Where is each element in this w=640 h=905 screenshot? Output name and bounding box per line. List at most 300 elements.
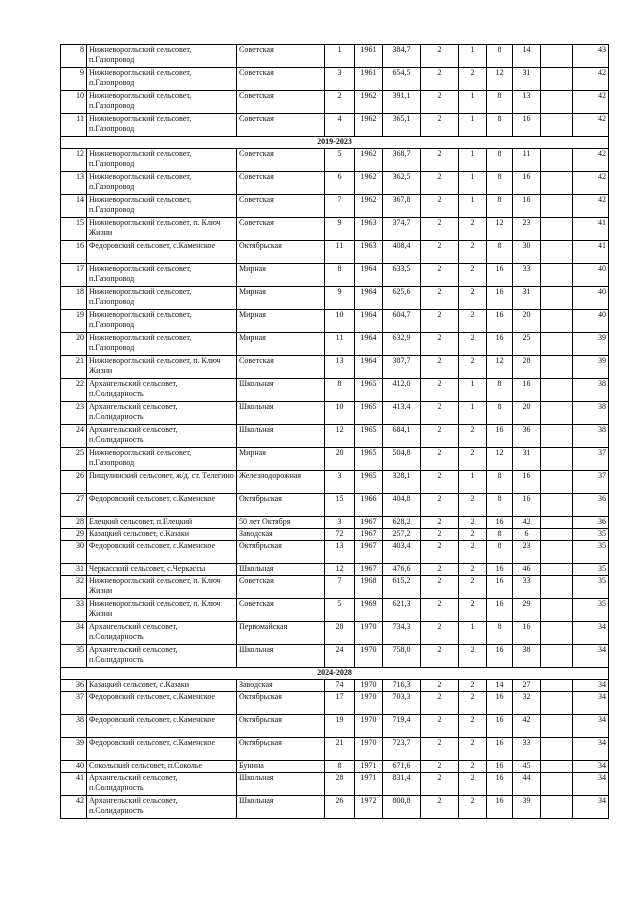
floors-cell: 2 bbox=[421, 529, 459, 541]
term-cell: 38 bbox=[573, 425, 609, 448]
row-number-cell: 28 bbox=[61, 517, 87, 529]
street-cell: Школьная bbox=[237, 402, 325, 425]
empty-cell bbox=[541, 356, 573, 379]
settlement-cell: Нижневорогльский сельсовет, п.Газопровод bbox=[87, 68, 237, 91]
flats-cell: 8 bbox=[487, 172, 513, 195]
year-built-cell: 1966 bbox=[355, 494, 383, 517]
floors-cell: 2 bbox=[421, 310, 459, 333]
year-built-cell: 1962 bbox=[355, 195, 383, 218]
house-number-cell: 24 bbox=[325, 645, 355, 668]
residents-cell: 46 bbox=[513, 564, 541, 576]
table-row bbox=[61, 494, 609, 517]
flats-cell: 16 bbox=[487, 264, 513, 287]
empty-cell bbox=[541, 599, 573, 622]
flats-cell: 16 bbox=[487, 564, 513, 576]
year-built-cell: 1967 bbox=[355, 564, 383, 576]
empty-cell bbox=[541, 448, 573, 471]
year-built-cell: 1972 bbox=[355, 796, 383, 819]
term-cell: 42 bbox=[573, 68, 609, 91]
floors-cell: 2 bbox=[421, 91, 459, 114]
street-cell: 50 лет Октября bbox=[237, 517, 325, 529]
row-number-cell: 36 bbox=[61, 680, 87, 692]
empty-cell bbox=[541, 402, 573, 425]
entrances-cell: 2 bbox=[459, 68, 487, 91]
flats-cell: 16 bbox=[487, 287, 513, 310]
entrances-cell: 2 bbox=[459, 738, 487, 761]
table-row bbox=[61, 425, 609, 448]
floors-cell: 2 bbox=[421, 45, 459, 68]
entrances-cell: 1 bbox=[459, 622, 487, 645]
table-row bbox=[61, 796, 609, 819]
settlement-cell: Казацкий сельсовет, с.Казаки bbox=[87, 680, 237, 692]
year-built-cell: 1965 bbox=[355, 402, 383, 425]
residents-cell: 13 bbox=[513, 91, 541, 114]
row-number-cell: 24 bbox=[61, 425, 87, 448]
year-built-cell: 1970 bbox=[355, 645, 383, 668]
housing-register-table bbox=[60, 44, 609, 819]
row-number-cell: 21 bbox=[61, 356, 87, 379]
term-cell: 40 bbox=[573, 310, 609, 333]
settlement-cell: Нижневорогльский сельсовет, п.Газопровод bbox=[87, 45, 237, 68]
street-cell: Первомайская bbox=[237, 622, 325, 645]
year-built-cell: 1968 bbox=[355, 576, 383, 599]
residents-cell: 23 bbox=[513, 218, 541, 241]
flats-cell: 8 bbox=[487, 494, 513, 517]
term-cell: 35 bbox=[573, 599, 609, 622]
floors-cell: 2 bbox=[421, 402, 459, 425]
flats-cell: 12 bbox=[487, 218, 513, 241]
floors-cell: 2 bbox=[421, 692, 459, 715]
empty-cell bbox=[541, 425, 573, 448]
house-number-cell: 20 bbox=[325, 448, 355, 471]
area-cell: 758,0 bbox=[383, 645, 421, 668]
entrances-cell: 2 bbox=[459, 529, 487, 541]
term-cell: 42 bbox=[573, 149, 609, 172]
term-cell: 43 bbox=[573, 45, 609, 68]
empty-cell bbox=[541, 264, 573, 287]
street-cell: Советская bbox=[237, 195, 325, 218]
table-row bbox=[61, 149, 609, 172]
street-cell: Мирная bbox=[237, 333, 325, 356]
residents-cell: 25 bbox=[513, 333, 541, 356]
flats-cell: 16 bbox=[487, 715, 513, 738]
floors-cell: 2 bbox=[421, 356, 459, 379]
flats-cell: 8 bbox=[487, 471, 513, 494]
residents-cell: 39 bbox=[513, 796, 541, 819]
residents-cell: 33 bbox=[513, 576, 541, 599]
area-cell: 831,4 bbox=[383, 773, 421, 796]
house-number-cell: 72 bbox=[325, 529, 355, 541]
area-cell: 632,9 bbox=[383, 333, 421, 356]
term-cell: 38 bbox=[573, 402, 609, 425]
residents-cell: 16 bbox=[513, 622, 541, 645]
floors-cell: 2 bbox=[421, 738, 459, 761]
floors-cell: 2 bbox=[421, 715, 459, 738]
area-cell: 633,5 bbox=[383, 264, 421, 287]
empty-cell bbox=[541, 241, 573, 264]
settlement-cell: Нижневорогльский сельсовет, п. Ключ Жизни bbox=[87, 576, 237, 599]
empty-cell bbox=[541, 564, 573, 576]
empty-cell bbox=[541, 622, 573, 645]
term-cell: 42 bbox=[573, 91, 609, 114]
area-cell: 367,8 bbox=[383, 195, 421, 218]
period-header-row bbox=[61, 137, 609, 149]
settlement-cell: Нижневорогльский сельсовет, п.Газопровод bbox=[87, 114, 237, 137]
street-cell: Советская bbox=[237, 68, 325, 91]
row-number-cell: 10 bbox=[61, 91, 87, 114]
term-cell: 37 bbox=[573, 448, 609, 471]
empty-cell bbox=[541, 45, 573, 68]
street-cell: Школьная bbox=[237, 425, 325, 448]
street-cell: Школьная bbox=[237, 379, 325, 402]
flats-cell: 8 bbox=[487, 45, 513, 68]
entrances-cell: 1 bbox=[459, 114, 487, 137]
term-cell: 35 bbox=[573, 541, 609, 564]
entrances-cell: 1 bbox=[459, 45, 487, 68]
house-number-cell: 9 bbox=[325, 218, 355, 241]
street-cell: Школьная bbox=[237, 564, 325, 576]
year-built-cell: 1963 bbox=[355, 218, 383, 241]
floors-cell: 2 bbox=[421, 796, 459, 819]
area-cell: 671,6 bbox=[383, 761, 421, 773]
settlement-cell: Нижневорогльский сельсовет, п.Газопровод bbox=[87, 172, 237, 195]
residents-cell: 11 bbox=[513, 149, 541, 172]
table-row bbox=[61, 541, 609, 564]
term-cell: 42 bbox=[573, 195, 609, 218]
table-row bbox=[61, 379, 609, 402]
residents-cell: 33 bbox=[513, 738, 541, 761]
settlement-cell: Нижневорогльский сельсовет, п. Ключ Жизни bbox=[87, 218, 237, 241]
house-number-cell: 7 bbox=[325, 576, 355, 599]
settlement-cell: Сокольский сельсовет, п.Соколье bbox=[87, 761, 237, 773]
floors-cell: 2 bbox=[421, 517, 459, 529]
term-cell: 40 bbox=[573, 287, 609, 310]
row-number-cell: 32 bbox=[61, 576, 87, 599]
area-cell: 412,0 bbox=[383, 379, 421, 402]
term-cell: 34 bbox=[573, 692, 609, 715]
floors-cell: 2 bbox=[421, 494, 459, 517]
table-row bbox=[61, 218, 609, 241]
residents-cell: 38 bbox=[513, 645, 541, 668]
street-cell: Советская bbox=[237, 91, 325, 114]
row-number-cell: 27 bbox=[61, 494, 87, 517]
settlement-cell: Нижневорогльский сельсовет, п. Ключ Жизни bbox=[87, 356, 237, 379]
settlement-cell: Федоровский сельсовет, с.Каменское bbox=[87, 494, 237, 517]
flats-cell: 16 bbox=[487, 310, 513, 333]
row-number-cell: 34 bbox=[61, 622, 87, 645]
row-number-cell: 14 bbox=[61, 195, 87, 218]
empty-cell bbox=[541, 761, 573, 773]
area-cell: 476,6 bbox=[383, 564, 421, 576]
year-built-cell: 1962 bbox=[355, 149, 383, 172]
table-row bbox=[61, 471, 609, 494]
flats-cell: 16 bbox=[487, 576, 513, 599]
year-built-cell: 1970 bbox=[355, 715, 383, 738]
residents-cell: 16 bbox=[513, 195, 541, 218]
area-cell: 384,7 bbox=[383, 45, 421, 68]
year-built-cell: 1969 bbox=[355, 599, 383, 622]
empty-cell bbox=[541, 333, 573, 356]
row-number-cell: 12 bbox=[61, 149, 87, 172]
floors-cell: 2 bbox=[421, 287, 459, 310]
settlement-cell: Архангельский сельсовет, п.Солидарность bbox=[87, 645, 237, 668]
row-number-cell: 37 bbox=[61, 692, 87, 715]
year-built-cell: 1970 bbox=[355, 622, 383, 645]
settlement-cell: Нижневорогльский сельсовет, п.Газопровод bbox=[87, 310, 237, 333]
row-number-cell: 42 bbox=[61, 796, 87, 819]
row-number-cell: 26 bbox=[61, 471, 87, 494]
residents-cell: 44 bbox=[513, 773, 541, 796]
area-cell: 413,4 bbox=[383, 402, 421, 425]
entrances-cell: 2 bbox=[459, 448, 487, 471]
house-number-cell: 3 bbox=[325, 471, 355, 494]
entrances-cell: 2 bbox=[459, 494, 487, 517]
row-number-cell: 19 bbox=[61, 310, 87, 333]
table-row bbox=[61, 564, 609, 576]
floors-cell: 2 bbox=[421, 68, 459, 91]
entrances-cell: 1 bbox=[459, 149, 487, 172]
area-cell: 716,3 bbox=[383, 680, 421, 692]
flats-cell: 16 bbox=[487, 692, 513, 715]
empty-cell bbox=[541, 529, 573, 541]
empty-cell bbox=[541, 715, 573, 738]
floors-cell: 2 bbox=[421, 448, 459, 471]
street-cell: Школьная bbox=[237, 773, 325, 796]
settlement-cell: Казацкий сельсовет, с.Казаки bbox=[87, 529, 237, 541]
table-row bbox=[61, 264, 609, 287]
empty-cell bbox=[541, 541, 573, 564]
residents-cell: 42 bbox=[513, 715, 541, 738]
entrances-cell: 2 bbox=[459, 541, 487, 564]
flats-cell: 8 bbox=[487, 195, 513, 218]
street-cell: Советская bbox=[237, 172, 325, 195]
year-built-cell: 1971 bbox=[355, 761, 383, 773]
empty-cell bbox=[541, 576, 573, 599]
table-row bbox=[61, 773, 609, 796]
area-cell: 391,1 bbox=[383, 91, 421, 114]
flats-cell: 8 bbox=[487, 379, 513, 402]
empty-cell bbox=[541, 738, 573, 761]
flats-cell: 16 bbox=[487, 333, 513, 356]
entrances-cell: 2 bbox=[459, 310, 487, 333]
year-built-cell: 1962 bbox=[355, 91, 383, 114]
house-number-cell: 13 bbox=[325, 541, 355, 564]
row-number-cell: 38 bbox=[61, 715, 87, 738]
term-cell: 41 bbox=[573, 218, 609, 241]
term-cell: 35 bbox=[573, 564, 609, 576]
entrances-cell: 2 bbox=[459, 218, 487, 241]
residents-cell: 23 bbox=[513, 541, 541, 564]
residents-cell: 16 bbox=[513, 494, 541, 517]
row-number-cell: 18 bbox=[61, 287, 87, 310]
area-cell: 387,7 bbox=[383, 356, 421, 379]
table-row bbox=[61, 692, 609, 715]
floors-cell: 2 bbox=[421, 241, 459, 264]
house-number-cell: 12 bbox=[325, 425, 355, 448]
table-row bbox=[61, 402, 609, 425]
entrances-cell: 2 bbox=[459, 241, 487, 264]
settlement-cell: Федоровский сельсовет, с.Каменское bbox=[87, 715, 237, 738]
house-number-cell: 7 bbox=[325, 195, 355, 218]
house-number-cell: 8 bbox=[325, 761, 355, 773]
table-row bbox=[61, 761, 609, 773]
empty-cell bbox=[541, 773, 573, 796]
term-cell: 39 bbox=[573, 356, 609, 379]
floors-cell: 2 bbox=[421, 761, 459, 773]
house-number-cell: 3 bbox=[325, 517, 355, 529]
entrances-cell: 2 bbox=[459, 425, 487, 448]
term-cell: 35 bbox=[573, 529, 609, 541]
empty-cell bbox=[541, 287, 573, 310]
area-cell: 719,4 bbox=[383, 715, 421, 738]
settlement-cell: Архангельский сельсовет, п.Солидарность bbox=[87, 379, 237, 402]
entrances-cell: 1 bbox=[459, 402, 487, 425]
term-cell: 34 bbox=[573, 761, 609, 773]
table-row bbox=[61, 680, 609, 692]
area-cell: 368,7 bbox=[383, 149, 421, 172]
house-number-cell: 8 bbox=[325, 264, 355, 287]
empty-cell bbox=[541, 680, 573, 692]
settlement-cell: Архангельский сельсовет, п.Солидарность bbox=[87, 773, 237, 796]
area-cell: 654,5 bbox=[383, 68, 421, 91]
empty-cell bbox=[541, 517, 573, 529]
table-body bbox=[61, 45, 609, 819]
year-built-cell: 1967 bbox=[355, 517, 383, 529]
street-cell: Октябрьская bbox=[237, 241, 325, 264]
table-row bbox=[61, 68, 609, 91]
year-built-cell: 1964 bbox=[355, 287, 383, 310]
entrances-cell: 2 bbox=[459, 264, 487, 287]
year-built-cell: 1965 bbox=[355, 448, 383, 471]
row-number-cell: 41 bbox=[61, 773, 87, 796]
street-cell: Советская bbox=[237, 114, 325, 137]
term-cell: 42 bbox=[573, 172, 609, 195]
house-number-cell: 10 bbox=[325, 402, 355, 425]
area-cell: 408,4 bbox=[383, 241, 421, 264]
entrances-cell: 2 bbox=[459, 796, 487, 819]
year-built-cell: 1970 bbox=[355, 692, 383, 715]
house-number-cell: 13 bbox=[325, 356, 355, 379]
settlement-cell: Нижневорогльский сельсовет, п.Газопровод bbox=[87, 195, 237, 218]
area-cell: 628,2 bbox=[383, 517, 421, 529]
term-cell: 36 bbox=[573, 494, 609, 517]
entrances-cell: 2 bbox=[459, 356, 487, 379]
empty-cell bbox=[541, 494, 573, 517]
residents-cell: 33 bbox=[513, 264, 541, 287]
residents-cell: 16 bbox=[513, 114, 541, 137]
house-number-cell: 3 bbox=[325, 68, 355, 91]
flats-cell: 16 bbox=[487, 517, 513, 529]
floors-cell: 2 bbox=[421, 114, 459, 137]
settlement-cell: Пищулинский сельсовет, ж/д. ст. Телегино bbox=[87, 471, 237, 494]
house-number-cell: 6 bbox=[325, 172, 355, 195]
street-cell: Советская bbox=[237, 356, 325, 379]
table-row bbox=[61, 45, 609, 68]
year-built-cell: 1961 bbox=[355, 45, 383, 68]
area-cell: 374,7 bbox=[383, 218, 421, 241]
house-number-cell: 9 bbox=[325, 287, 355, 310]
table-row bbox=[61, 599, 609, 622]
row-number-cell: 25 bbox=[61, 448, 87, 471]
flats-cell: 16 bbox=[487, 645, 513, 668]
year-built-cell: 1963 bbox=[355, 241, 383, 264]
area-cell: 504,8 bbox=[383, 448, 421, 471]
area-cell: 625,6 bbox=[383, 287, 421, 310]
entrances-cell: 2 bbox=[459, 715, 487, 738]
street-cell: Советская bbox=[237, 576, 325, 599]
empty-cell bbox=[541, 172, 573, 195]
floors-cell: 2 bbox=[421, 333, 459, 356]
table-row bbox=[61, 715, 609, 738]
year-built-cell: 1970 bbox=[355, 738, 383, 761]
empty-cell bbox=[541, 310, 573, 333]
entrances-cell: 1 bbox=[459, 379, 487, 402]
entrances-cell: 2 bbox=[459, 645, 487, 668]
year-built-cell: 1964 bbox=[355, 264, 383, 287]
house-number-cell: 8 bbox=[325, 379, 355, 402]
term-cell: 34 bbox=[573, 645, 609, 668]
area-cell: 403,4 bbox=[383, 541, 421, 564]
entrances-cell: 2 bbox=[459, 599, 487, 622]
year-built-cell: 1965 bbox=[355, 425, 383, 448]
year-built-cell: 1965 bbox=[355, 471, 383, 494]
period-label: 2019-2023 bbox=[61, 137, 609, 149]
row-number-cell: 16 bbox=[61, 241, 87, 264]
flats-cell: 8 bbox=[487, 622, 513, 645]
empty-cell bbox=[541, 645, 573, 668]
settlement-cell: Черкасский сельсовет, с.Черкассы bbox=[87, 564, 237, 576]
entrances-cell: 2 bbox=[459, 517, 487, 529]
flats-cell: 16 bbox=[487, 761, 513, 773]
floors-cell: 2 bbox=[421, 425, 459, 448]
settlement-cell: Федоровский сельсовет, с.Каменское bbox=[87, 738, 237, 761]
empty-cell bbox=[541, 218, 573, 241]
area-cell: 703,3 bbox=[383, 692, 421, 715]
year-built-cell: 1970 bbox=[355, 680, 383, 692]
year-built-cell: 1964 bbox=[355, 310, 383, 333]
flats-cell: 12 bbox=[487, 356, 513, 379]
street-cell: Заводская bbox=[237, 529, 325, 541]
term-cell: 40 bbox=[573, 264, 609, 287]
floors-cell: 2 bbox=[421, 541, 459, 564]
residents-cell: 6 bbox=[513, 529, 541, 541]
row-number-cell: 9 bbox=[61, 68, 87, 91]
residents-cell: 45 bbox=[513, 761, 541, 773]
entrances-cell: 1 bbox=[459, 471, 487, 494]
row-number-cell: 40 bbox=[61, 761, 87, 773]
empty-cell bbox=[541, 114, 573, 137]
residents-cell: 14 bbox=[513, 45, 541, 68]
row-number-cell: 23 bbox=[61, 402, 87, 425]
term-cell: 42 bbox=[573, 114, 609, 137]
residents-cell: 30 bbox=[513, 241, 541, 264]
residents-cell: 42 bbox=[513, 517, 541, 529]
settlement-cell: Елецкий сельсовет, п.Елецкий bbox=[87, 517, 237, 529]
empty-cell bbox=[541, 195, 573, 218]
house-number-cell: 17 bbox=[325, 692, 355, 715]
empty-cell bbox=[541, 68, 573, 91]
entrances-cell: 2 bbox=[459, 333, 487, 356]
house-number-cell: 5 bbox=[325, 599, 355, 622]
house-number-cell: 5 bbox=[325, 149, 355, 172]
term-cell: 37 bbox=[573, 471, 609, 494]
row-number-cell: 35 bbox=[61, 645, 87, 668]
house-number-cell: 11 bbox=[325, 333, 355, 356]
area-cell: 621,3 bbox=[383, 599, 421, 622]
residents-cell: 31 bbox=[513, 68, 541, 91]
house-number-cell: 26 bbox=[325, 796, 355, 819]
residents-cell: 29 bbox=[513, 599, 541, 622]
